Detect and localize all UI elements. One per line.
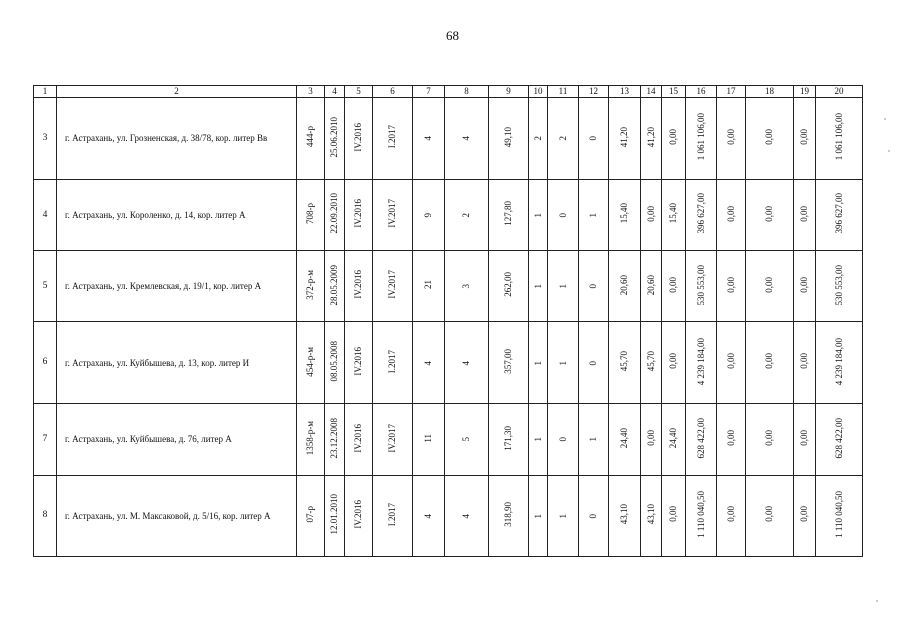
cell-value: 07-р — [305, 506, 315, 523]
cell-value: 4 — [461, 513, 471, 519]
cell-col-20 — [816, 179, 863, 250]
cell-value: 0,00 — [668, 506, 678, 523]
cell-col-5 — [345, 98, 373, 180]
cell-col-12 — [579, 404, 609, 475]
cell-col-11 — [548, 179, 579, 250]
cell-col-16 — [686, 251, 717, 322]
column-header-5: 5 — [345, 86, 373, 98]
cell-value: 0 — [588, 136, 598, 141]
cell-col-7 — [413, 251, 445, 322]
cell-col-5 — [345, 322, 373, 404]
cell-col-18 — [746, 98, 794, 180]
cell-value: 357,00 — [503, 348, 513, 374]
cell-col-7 — [413, 322, 445, 404]
cell-value: 0,00 — [725, 430, 736, 446]
column-header-6: 6 — [373, 86, 413, 98]
cell-col-9 — [489, 251, 529, 322]
cell-value: IV.2017 — [387, 423, 397, 453]
column-header-10: 10 — [529, 86, 548, 98]
column-header-17: 17 — [717, 86, 746, 98]
row-number: 6 — [34, 322, 57, 404]
cell-value: IV.2016 — [353, 347, 363, 376]
cell-col-9 — [489, 404, 529, 475]
cell-col-12 — [579, 322, 609, 404]
cell-col-8 — [445, 251, 489, 322]
cell-col-15 — [662, 251, 686, 322]
cell-value: 1 061 106,00 — [695, 113, 706, 161]
cell-value: 1 — [557, 513, 568, 519]
cell-value: 444-р — [305, 126, 315, 148]
cell-value: 1 — [532, 360, 543, 366]
cell-col-17 — [717, 98, 746, 180]
cell-value: 0,00 — [764, 430, 774, 446]
cell-value: 9 — [423, 213, 433, 218]
cell-col-8 — [445, 322, 489, 404]
cell-value: 4 — [461, 360, 471, 366]
cell-col-20 — [816, 475, 863, 556]
cell-value: 0 — [557, 437, 568, 442]
cell-col-16 — [686, 404, 717, 475]
cell-value: 22.09.2010 — [329, 193, 339, 234]
cell-col-3 — [297, 179, 325, 250]
cell-value: 11 — [423, 433, 433, 443]
cell-col-14 — [641, 404, 662, 475]
cell-col-7 — [413, 98, 445, 180]
cell-value: 0,00 — [725, 353, 736, 370]
cell-col-7 — [413, 475, 445, 556]
cell-col-5 — [345, 179, 373, 250]
cell-value: 24,40 — [619, 427, 629, 449]
cell-col-6 — [373, 322, 413, 404]
cell-col-8 — [445, 404, 489, 475]
row-number: 3 — [34, 98, 57, 180]
cell-value: 0,00 — [799, 430, 809, 446]
cell-col-12 — [579, 251, 609, 322]
cell-value: 1 — [557, 284, 568, 289]
cell-col-6 — [373, 251, 413, 322]
cell-value: 262,00 — [503, 272, 513, 298]
column-header-9: 9 — [489, 86, 529, 98]
table-row — [34, 404, 863, 475]
cell-col-19 — [794, 475, 816, 556]
cell-col-13 — [609, 404, 641, 475]
cell-col-9 — [489, 179, 529, 250]
cell-col-6 — [373, 179, 413, 250]
cell-value: 0,00 — [799, 506, 809, 523]
cell-col-8 — [445, 98, 489, 180]
cell-col-20 — [816, 98, 863, 180]
scan-speck — [888, 150, 890, 152]
cell-col-14 — [641, 179, 662, 250]
cell-col-10 — [529, 322, 548, 404]
cell-value: 21 — [423, 280, 433, 290]
cell-value: 318,90 — [503, 501, 513, 527]
cell-col-3 — [297, 404, 325, 475]
cell-col-12 — [579, 179, 609, 250]
cell-col-13 — [609, 98, 641, 180]
cell-value: 628 422,00 — [833, 417, 844, 459]
cell-col-4 — [325, 98, 345, 180]
cell-col-18 — [746, 404, 794, 475]
row-number: 7 — [34, 404, 57, 475]
cell-value: 4 — [423, 513, 433, 519]
cell-value: 0 — [557, 213, 568, 218]
cell-value: 454-р-м — [305, 346, 315, 377]
row-number: 4 — [34, 179, 57, 250]
cell-value: IV.2016 — [353, 499, 363, 529]
cell-col-7 — [413, 404, 445, 475]
cell-col-17 — [717, 404, 746, 475]
cell-value: 628 422,00 — [695, 417, 706, 459]
column-header-11: 11 — [548, 86, 579, 98]
row-number: 8 — [34, 475, 57, 556]
cell-col-18 — [746, 179, 794, 250]
cell-col-5 — [345, 475, 373, 556]
cell-col-16 — [686, 98, 717, 180]
cell-col-19 — [794, 251, 816, 322]
cell-col-3 — [297, 251, 325, 322]
cell-value: 24,40 — [668, 427, 678, 449]
cell-col-17 — [717, 179, 746, 250]
cell-value: 20,60 — [619, 274, 629, 295]
cell-value: 2 — [557, 136, 568, 141]
cell-col-12 — [579, 98, 609, 180]
table-row — [34, 98, 863, 180]
cell-col-12 — [579, 475, 609, 556]
cell-value: 127,80 — [503, 201, 513, 226]
cell-value: 372-р-м — [305, 269, 315, 300]
cell-col-20 — [816, 251, 863, 322]
header-row — [34, 86, 863, 98]
cell-col-18 — [746, 475, 794, 556]
cell-col-17 — [717, 251, 746, 322]
cell-value: 0,00 — [799, 205, 809, 222]
table-row — [34, 251, 863, 322]
column-header-13: 13 — [609, 86, 641, 98]
cell-value: 396 627,00 — [695, 193, 706, 234]
column-header-18: 18 — [746, 86, 794, 98]
cell-col-9 — [489, 475, 529, 556]
cell-value: 1 — [532, 213, 543, 218]
cell-value: I.2017 — [387, 349, 397, 373]
cell-value: 2 — [532, 136, 543, 141]
column-header-4: 4 — [325, 86, 345, 98]
cell-value: 0,00 — [725, 506, 736, 523]
cell-value: 4 239 184,00 — [833, 337, 844, 385]
table-body — [34, 98, 863, 557]
address-cell: г. Астрахань, ул. М. Максаковой, д. 5/16, кор. литер А — [57, 475, 297, 556]
cell-col-6 — [373, 475, 413, 556]
cell-col-16 — [686, 179, 717, 250]
cell-value: I.2017 — [387, 502, 397, 526]
cell-col-10 — [529, 251, 548, 322]
cell-value: 1 — [588, 213, 598, 218]
cell-value: 1 110 040,50 — [833, 490, 844, 538]
cell-col-11 — [548, 404, 579, 475]
cell-value: 45,70 — [645, 351, 656, 372]
cell-col-13 — [609, 179, 641, 250]
address-cell: г. Астрахань, ул. Кремлевская, д. 19/1, кор. литер А — [57, 251, 297, 322]
cell-value: 20,60 — [645, 274, 656, 295]
column-header-1: 1 — [34, 86, 57, 98]
cell-value: 12.01.2010 — [329, 494, 339, 535]
cell-col-13 — [609, 251, 641, 322]
cell-value: 4 — [461, 136, 471, 141]
cell-col-20 — [816, 322, 863, 404]
cell-col-14 — [641, 98, 662, 180]
column-header-14: 14 — [641, 86, 662, 98]
cell-value: 45,70 — [619, 351, 629, 372]
table-row — [34, 475, 863, 556]
cell-value: 0,00 — [799, 129, 809, 145]
cell-col-19 — [794, 404, 816, 475]
cell-value: 4 239 184,00 — [695, 337, 706, 385]
cell-value: 0,00 — [725, 129, 736, 145]
cell-value: 23.12.2008 — [329, 417, 339, 459]
cell-col-19 — [794, 322, 816, 404]
column-header-16: 16 — [686, 86, 717, 98]
cell-value: 0,00 — [725, 276, 736, 293]
cell-value: IV.2016 — [353, 122, 363, 152]
cell-value: 15,40 — [668, 203, 678, 224]
column-header-15: 15 — [662, 86, 686, 98]
cell-value: 1 — [557, 360, 568, 366]
cell-value: 0,00 — [764, 276, 774, 293]
cell-col-8 — [445, 475, 489, 556]
cell-value: 4 — [423, 360, 433, 366]
cell-col-9 — [489, 98, 529, 180]
cell-col-17 — [717, 475, 746, 556]
cell-col-10 — [529, 179, 548, 250]
cell-col-13 — [609, 475, 641, 556]
table-row — [34, 179, 863, 250]
cell-value: 0,00 — [764, 205, 774, 222]
column-header-3: 3 — [297, 86, 325, 98]
cell-value: 0 — [588, 284, 598, 289]
cell-value: 41,20 — [645, 126, 656, 148]
cell-value: 43,10 — [645, 504, 656, 525]
cell-col-11 — [548, 322, 579, 404]
cell-col-15 — [662, 179, 686, 250]
cell-col-4 — [325, 322, 345, 404]
scan-speck — [876, 600, 878, 602]
cell-col-14 — [641, 322, 662, 404]
cell-col-10 — [529, 98, 548, 180]
cell-value: 0,00 — [645, 205, 656, 222]
cell-value: 15,40 — [619, 203, 629, 224]
cell-col-4 — [325, 251, 345, 322]
cell-col-15 — [662, 404, 686, 475]
cell-value: 396 627,00 — [833, 193, 844, 234]
cell-value: 530 553,00 — [833, 264, 844, 306]
cell-col-4 — [325, 404, 345, 475]
cell-col-11 — [548, 475, 579, 556]
cell-col-19 — [794, 179, 816, 250]
cell-col-16 — [686, 322, 717, 404]
cell-col-6 — [373, 404, 413, 475]
cell-col-15 — [662, 322, 686, 404]
column-header-20: 20 — [816, 86, 863, 98]
cell-value: IV.2016 — [353, 270, 363, 300]
cell-value: 4 — [423, 136, 433, 141]
cell-col-10 — [529, 475, 548, 556]
cell-value: 49,10 — [503, 126, 513, 148]
cell-col-20 — [816, 404, 863, 475]
column-header-7: 7 — [413, 86, 445, 98]
address-cell: г. Астрахань, ул. Куйбышева, д. 13, кор. литер И — [57, 322, 297, 404]
cell-col-15 — [662, 475, 686, 556]
cell-value: 2 — [461, 213, 471, 218]
cell-col-3 — [297, 475, 325, 556]
cell-col-3 — [297, 98, 325, 180]
address-cell: г. Астрахань, ул. Грозненская, д. 38/78, кор. литер Вв — [57, 98, 297, 180]
cell-col-3 — [297, 322, 325, 404]
cell-col-18 — [746, 322, 794, 404]
cell-col-6 — [373, 98, 413, 180]
cell-value: 1 061 106,00 — [833, 113, 844, 161]
cell-value: IV.2016 — [353, 199, 363, 228]
scan-speck — [884, 118, 886, 120]
cell-col-4 — [325, 179, 345, 250]
cell-value: 0,00 — [764, 506, 774, 523]
cell-value: 0,00 — [668, 276, 678, 293]
cell-col-14 — [641, 251, 662, 322]
cell-col-16 — [686, 475, 717, 556]
cell-col-8 — [445, 179, 489, 250]
cell-value: 0,00 — [645, 430, 656, 446]
cell-value: 1 — [532, 437, 543, 442]
cell-value: 1 — [532, 513, 543, 519]
cell-value: 0,00 — [799, 353, 809, 370]
cell-value: 0,00 — [725, 205, 736, 222]
cell-value: 708-р — [305, 203, 315, 225]
cell-col-11 — [548, 251, 579, 322]
cell-value: 0,00 — [764, 129, 774, 145]
cell-col-18 — [746, 251, 794, 322]
cell-value: 1 — [532, 284, 543, 289]
cell-value: 25.06.2010 — [329, 116, 339, 158]
cell-value: 1358-р-м — [305, 420, 315, 456]
cell-value: 5 — [461, 437, 471, 442]
column-header-2: 2 — [57, 86, 297, 98]
cell-value: IV.2016 — [353, 423, 363, 453]
cell-col-7 — [413, 179, 445, 250]
column-header-8: 8 — [445, 86, 489, 98]
cell-value: 171,30 — [503, 425, 513, 451]
cell-col-13 — [609, 322, 641, 404]
cell-col-15 — [662, 98, 686, 180]
cell-col-17 — [717, 322, 746, 404]
cell-value: 0,00 — [764, 353, 774, 370]
cell-value: IV.2017 — [387, 199, 397, 228]
column-header-19: 19 — [794, 86, 816, 98]
cell-col-19 — [794, 98, 816, 180]
page-number: 68 — [446, 28, 459, 43]
cell-col-5 — [345, 404, 373, 475]
cell-value: 530 553,00 — [695, 264, 706, 306]
cell-value: 43,10 — [619, 504, 629, 525]
cell-value: 41,20 — [619, 126, 629, 148]
cell-value: 0,00 — [799, 276, 809, 293]
cell-col-10 — [529, 404, 548, 475]
address-cell: г. Астрахань, ул. Короленко, д. 14, кор. литер А — [57, 179, 297, 250]
cell-col-9 — [489, 322, 529, 404]
cell-value: I.2017 — [387, 125, 397, 149]
cell-col-4 — [325, 475, 345, 556]
cell-value: 0,00 — [668, 353, 678, 370]
cell-value: 0,00 — [668, 129, 678, 145]
cell-col-14 — [641, 475, 662, 556]
cell-value: 1 — [588, 437, 598, 442]
cell-value: 0 — [588, 360, 598, 366]
register-table — [33, 85, 863, 557]
cell-value: 3 — [461, 284, 471, 289]
cell-value: IV.2017 — [387, 270, 397, 300]
cell-value: 1 110 040,50 — [695, 490, 706, 538]
column-header-12: 12 — [579, 86, 609, 98]
cell-value: 0 — [588, 513, 598, 519]
cell-col-5 — [345, 251, 373, 322]
table-row — [34, 322, 863, 404]
row-number: 5 — [34, 251, 57, 322]
address-cell: г. Астрахань, ул. Куйбышева, д. 76, литер А — [57, 404, 297, 475]
cell-col-11 — [548, 98, 579, 180]
cell-value: 08.05.2008 — [329, 341, 339, 382]
cell-value: 28.05.2009 — [329, 264, 339, 306]
